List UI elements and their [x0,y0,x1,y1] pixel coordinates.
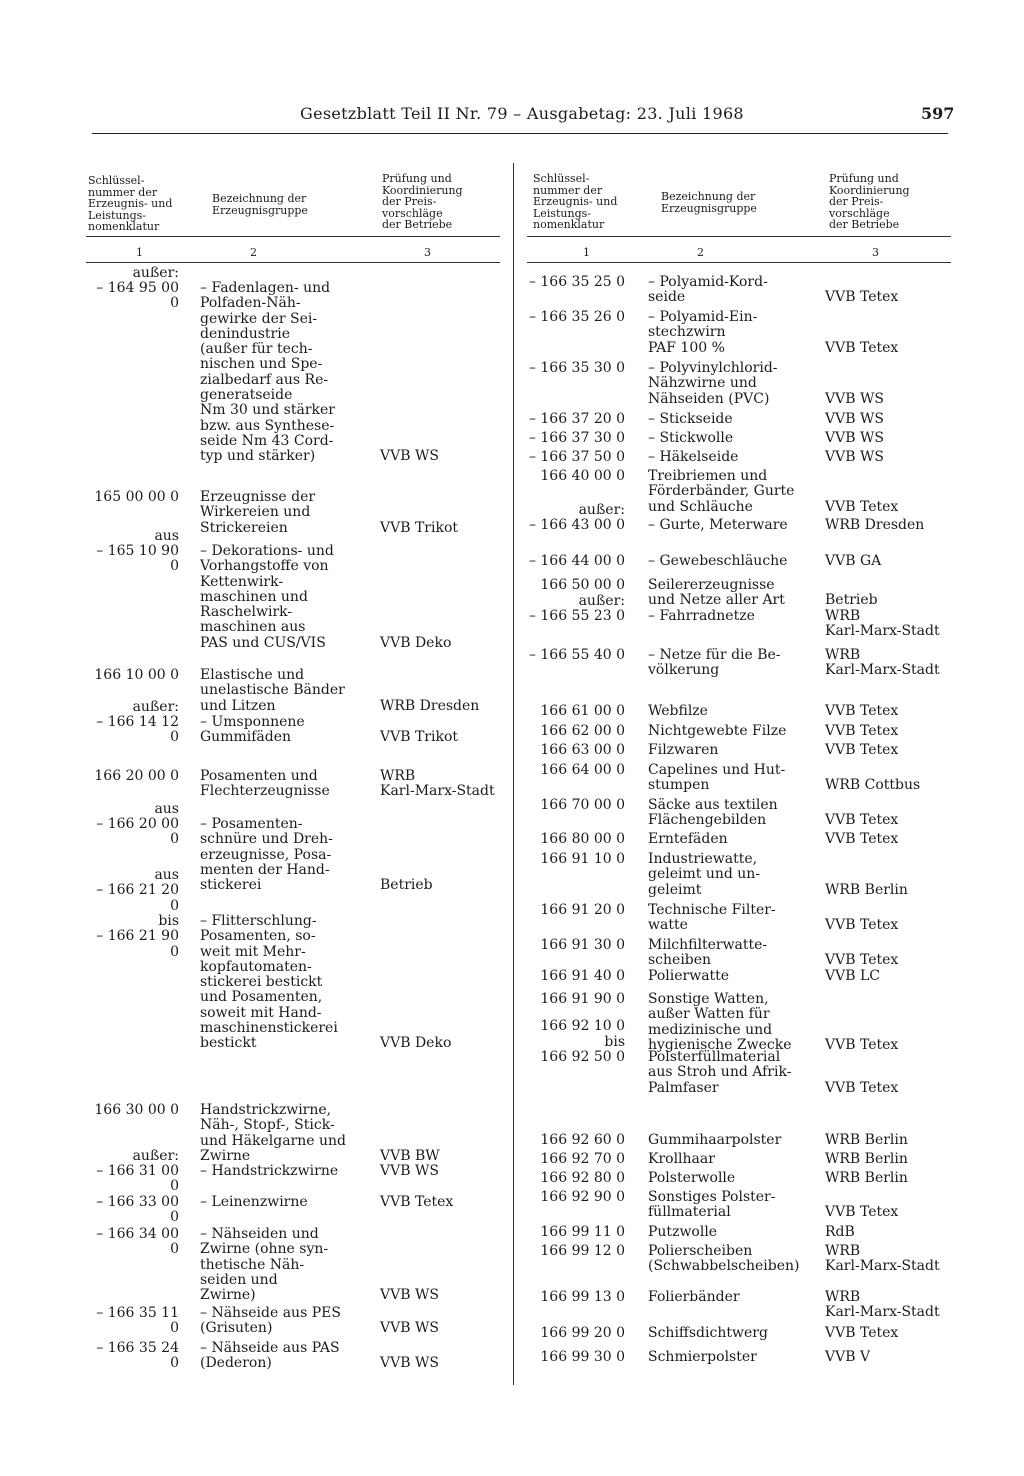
row-responsible-body: VVB LC [825,968,880,984]
row-description: Polsterwolle [648,1170,736,1186]
row-key: 166 80 00 0 [540,831,625,847]
row-key: 166 50 00 0 [540,577,625,593]
row-description: Schiffsdichtwerg [648,1325,768,1341]
row-description: Schmierpolster [648,1349,757,1365]
row-responsible-body: VVB Tetex [825,952,899,969]
row-description: Elastische und unelastische Bänder und Litzen [200,667,345,714]
row-description: Posamenten und Flechterzeugnisse [200,768,330,800]
row-description: Seilererzeugnisse und Netze aller Art [648,577,785,609]
row-responsible-body: VVB WS [380,1355,439,1372]
row-responsible-body: VVB Tetex [825,1079,899,1096]
row-responsible-body: VVB WS [380,1287,439,1304]
row-responsible-body: VVB Tetex [825,917,899,934]
row-description: – Flitterschlung- Posamenten, so- weit mit Mehr- kopfautomaten- stickerei bestickt und Posamenten, soweit mit Hand- maschinenstickerei bestickt [200,913,338,1052]
row-description: Technische Filter- watte [648,902,776,934]
row-responsible-body: VVB Deko [380,1035,452,1052]
row-responsible-body: WRB Dresden [380,697,480,714]
row-description: – Stickwolle [648,430,734,446]
row-description: Milchfilterwatte- scheiben [648,937,768,969]
row-key: 166 91 20 0 [540,902,625,918]
row-responsible-body: VVB Tetex [380,1194,454,1210]
row-key: 166 92 80 0 [540,1170,625,1186]
row-key: – 166 37 50 0 [528,449,625,465]
row-key: 166 20 00 0 [94,768,179,784]
col-num-2: 2 [697,246,704,259]
row-responsible-body: VVB Tetex [825,1036,899,1053]
row-key: 166 40 00 0 [540,468,625,484]
row-key: – 166 37 30 0 [528,430,625,446]
row-responsible-body: Betrieb [380,877,433,894]
row-key: 166 99 20 0 [540,1325,625,1341]
row-description: Polierwatte [648,968,730,984]
row-responsible-body: VVB Tetex [825,339,899,356]
row-key: 165 00 00 0 [94,489,179,505]
row-key: – 166 35 25 0 [528,274,625,290]
row-key: – 166 55 40 0 [528,647,625,663]
col-header-desc: Bezeichnung der Erzeugnisgruppe [661,190,757,215]
row-description: Erzeugnisse der Wirkereien und Strickereien [200,489,316,536]
row-key: 166 63 00 0 [540,742,625,758]
row-responsible-body: VVB Tetex [825,1325,899,1341]
row-description: Putzwolle [648,1224,718,1240]
col-header-check: Prüfung und Koordinierung der Preis- vorschläge der Betriebe [829,172,910,231]
row-key: aus – 166 21 20 0 bis – 166 21 90 0 [96,867,179,960]
row-description: – Leinenzwirne [200,1194,308,1210]
row-key: 166 62 00 0 [540,723,625,739]
row-key: 166 92 90 0 [540,1189,625,1205]
row-responsible-body: WRB Karl-Marx-Stadt [825,608,940,640]
row-responsible-body: VVB Tetex [825,289,899,306]
row-responsible-body: VVB Tetex [825,831,899,847]
row-responsible-body: WRB Berlin [825,881,908,898]
row-description: – Dekorations- und Vorhangstoffe von Kettenwirk- maschinen und Raschelwirk- maschinen aus PAS und CUS/VIS [200,543,334,651]
row-description: Polierscheiben (Schwabbelscheiben) [648,1243,800,1275]
row-description: – Nähseide aus PAS (Dederon) [200,1340,340,1372]
row-description: – Polyamid-Ein- stechzwirn PAF 100 % [648,309,758,356]
header-rule [92,133,948,134]
row-description: Industriewatte, geleimt und un- geleimt [648,851,761,898]
row-description: Gummihaarpolster [648,1132,782,1148]
row-key: 166 91 10 0 [540,851,625,867]
row-responsible-body: WRB Karl-Marx-Stadt [380,768,495,800]
row-description: Folierbänder [648,1289,740,1305]
row-key: – 166 37 20 0 [528,411,625,427]
row-description: – Gurte, Meterware [648,517,788,533]
row-key: 166 30 00 0 [94,1102,179,1118]
row-key: 166 99 12 0 [540,1243,625,1259]
row-key: – 166 35 11 0 [96,1305,179,1337]
row-description: Webfilze [648,703,708,719]
row-key: außer: – 166 14 12 0 [96,698,179,746]
left-table [86,163,500,1385]
number-row-rule [86,262,500,263]
row-description: Erntefäden [648,831,728,847]
row-key: aus – 165 10 90 0 [96,527,179,575]
row-responsible-body: WRB Karl-Marx-Stadt [825,647,940,679]
row-description: Säcke aus textilen Flächengebilden [648,797,778,829]
column-divider [513,163,514,1385]
row-description: – Fadenlagen- und Polfaden-Näh- gewirke der Sei- denindustrie (außer für tech- nischen und Spe- zialbedarf aus Re- generatseide Nm 30 und stärker bzw. aus Synthese- seide Nm 43 Cord- typ und stärker) [200,280,335,465]
row-responsible-body: VVB WS [825,449,884,465]
row-key: – 166 35 24 0 [96,1340,179,1372]
row-description: Filzwaren [648,742,719,758]
row-description: – Netze für die Be- völkerung [648,647,781,679]
row-key: aus – 166 20 00 0 [96,800,179,848]
row-description: Sonstige Watten, außer Watten für medizinische und hygienische Zwecke [648,991,792,1053]
row-key: außer: – 166 43 00 0 [528,501,625,533]
row-description: Polsterfüllmaterial aus Stroh und Afrik- Palmfaser [648,1049,792,1096]
row-key: 166 92 10 0 bis 166 92 50 0 [540,1018,625,1065]
row-key: – 166 33 00 0 [96,1194,179,1226]
row-responsible-body: VVB WS [380,1163,439,1179]
running-header: Gesetzblatt Teil II Nr. 79 – Ausgabetag: 23. Juli 1968 [300,104,744,123]
row-description: – Polyamid-Kord- seide [648,274,768,306]
row-description: Capelines und Hut- stumpen [648,762,786,794]
col-header-check: Prüfung und Koordinierung der Preis- vorschläge der Betriebe [382,172,463,231]
row-responsible-body: VVB Trikot [380,519,459,536]
row-responsible-body: RdB [825,1224,855,1240]
row-responsible-body: VVB Tetex [825,498,899,515]
row-key: 166 10 00 0 [94,667,179,683]
row-responsible-body: Betrieb [825,592,878,609]
row-responsible-body: WRB Berlin [825,1170,908,1186]
col-num-2: 2 [250,246,257,259]
header-bottom-rule [527,236,951,237]
row-description: Handstrickzwirne, Näh-, Stopf-, Stick- und Häkelgarne und Zwirne [200,1102,346,1164]
row-responsible-body: VVB Tetex [825,723,899,739]
row-description: – Posamenten- schnüre und Dreh- erzeugnisse, Posa- menten der Hand- stickerei [200,816,333,894]
col-header-key: Schlüssel- nummer der Erzeugnis- und Leistungs- nomenklatur [533,172,618,231]
row-key: – 166 35 30 0 [528,360,625,376]
row-responsible-body: WRB Cottbus [825,777,921,794]
row-responsible-body: VVB GA [825,553,882,569]
row-description: – Handstrickzwirne [200,1163,339,1179]
row-key: 166 91 40 0 [540,968,625,984]
row-key: – 166 35 26 0 [528,309,625,325]
row-responsible-body: VVB Tetex [825,1204,899,1221]
row-responsible-body: WRB Berlin [825,1132,908,1148]
row-responsible-body: VVB WS [825,390,884,407]
row-responsible-body: VVB WS [825,411,884,427]
row-responsible-body: VVB Tetex [825,742,899,758]
row-description: – Umsponnene Gummifäden [200,714,305,746]
row-responsible-body: WRB Dresden [825,517,925,533]
header-bottom-rule [86,236,500,237]
row-responsible-body: VVB WS [380,448,439,465]
row-key: 166 61 00 0 [540,703,625,719]
row-key: 166 70 00 0 [540,797,625,813]
row-description: – Stickseide [648,411,733,427]
row-responsible-body: VVB V [825,1349,871,1365]
row-key: – 166 44 00 0 [528,553,625,569]
row-key: 166 99 11 0 [540,1224,625,1240]
row-key: außer: – 166 31 00 0 [96,1147,179,1195]
row-responsible-body: WRB Berlin [825,1151,908,1167]
row-responsible-body: VVB WS [380,1320,439,1337]
row-description: – Fahrradnetze [648,608,755,624]
row-description: – Nähseiden und Zwirne (ohne syn- thetische Näh- seiden und Zwirne) [200,1226,329,1304]
row-key: außer: – 164 95 00 0 [96,264,179,312]
col-num-1: 1 [583,246,590,259]
row-key: 166 91 90 0 [540,991,625,1007]
row-description: Sonstiges Polster- füllmaterial [648,1189,776,1221]
row-responsible-body: VVB WS [825,430,884,446]
row-responsible-body: WRB Karl-Marx-Stadt [825,1289,940,1321]
row-responsible-body: WRB Karl-Marx-Stadt [825,1243,940,1275]
row-responsible-body: VVB Tetex [825,703,899,719]
row-key: 166 92 70 0 [540,1151,625,1167]
col-num-1: 1 [136,246,143,259]
col-num-3: 3 [424,246,431,259]
row-key: 166 64 00 0 [540,762,625,778]
row-key: 166 99 30 0 [540,1349,625,1365]
row-description: – Häkelseide [648,449,739,465]
row-description: Krollhaar [648,1151,715,1167]
right-table [527,163,951,1385]
col-header-desc: Bezeichnung der Erzeugnisgruppe [212,192,308,217]
row-responsible-body: VVB BW [380,1147,440,1164]
row-description: Nichtgewebte Filze [648,723,787,739]
row-responsible-body: VVB Tetex [825,812,899,829]
row-description: Treibriemen und Förderbänder, Gurte und Schläuche [648,468,795,515]
row-key: außer: – 166 55 23 0 [528,592,625,624]
row-description: – Polyvinylchlorid- Nähzwirne und Nähseiden (PVC) [648,360,778,407]
row-key: 166 91 30 0 [540,937,625,953]
col-num-3: 3 [872,246,879,259]
row-key: 166 92 60 0 [540,1132,625,1148]
col-header-key: Schlüssel- nummer der Erzeugnis- und Leistungs- nomenklatur [88,174,173,233]
row-key: 166 99 13 0 [540,1289,625,1305]
row-description: – Gewebeschläuche [648,553,788,569]
row-responsible-body: VVB Deko [380,634,452,651]
row-key: – 166 34 00 0 [96,1226,179,1258]
row-description: – Nähseide aus PES (Grisuten) [200,1305,341,1337]
page-number: 597 [921,104,955,123]
number-row-rule [527,262,951,263]
row-responsible-body: VVB Trikot [380,729,459,746]
